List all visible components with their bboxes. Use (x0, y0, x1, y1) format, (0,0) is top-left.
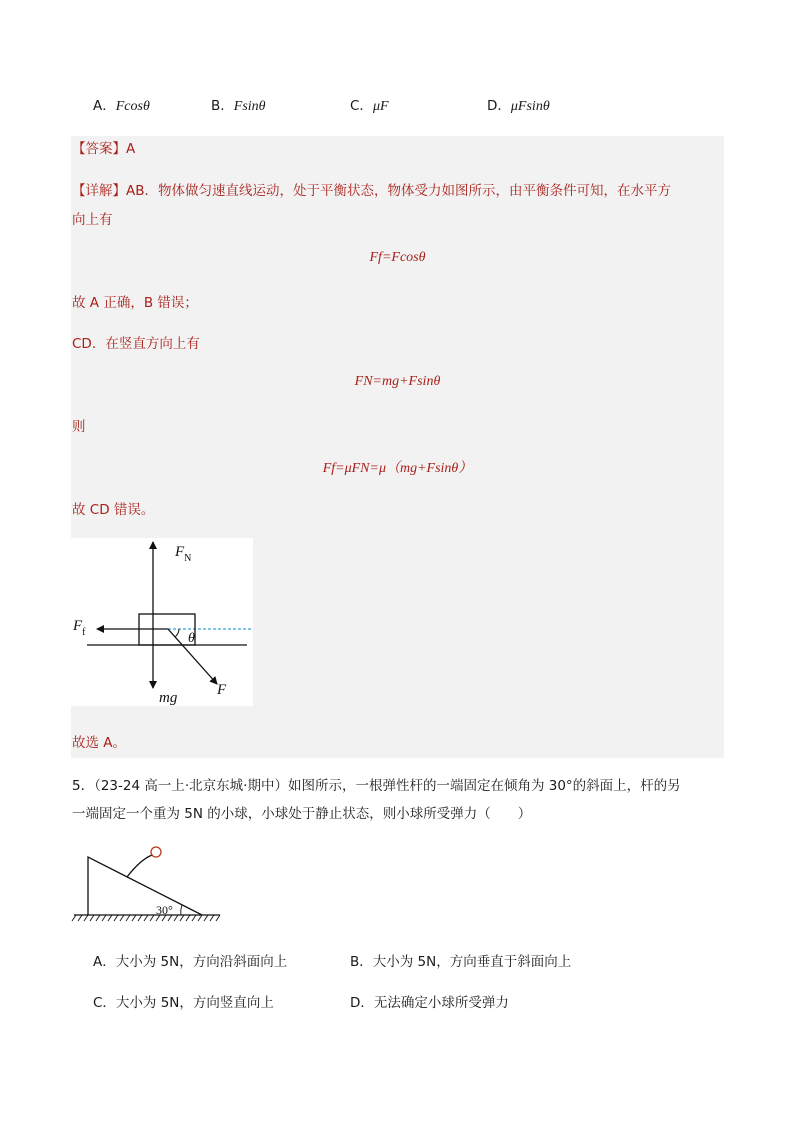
option-b[interactable]: B．Fsinθ (211, 98, 266, 114)
incline-diagram (70, 840, 225, 925)
detail-line-2: 向上有 (72, 212, 113, 228)
cd-intro: CD．在竖直方向上有 (72, 336, 200, 352)
option-a[interactable]: A．Fcosθ (93, 98, 150, 114)
fn-label: $F_N$ (175, 544, 192, 564)
answer-line: 【答案】A (72, 141, 136, 157)
equation-1: Ff=Fcosθ (369, 250, 426, 265)
ff-label: $F_f$ (73, 618, 86, 638)
ground-hatch (72, 915, 220, 921)
q5-line-1: 5．（23-24 高一上·北京东城·期中）如图所示，一根弹性杆的一端固定在倾角为 30°的斜面上，杆的另 (72, 778, 681, 794)
angle-label: 30° (156, 903, 173, 917)
angle-arc (181, 905, 182, 915)
option-d-formula: μFsinθ (510, 99, 550, 114)
incline-triangle (88, 857, 202, 915)
then-line: 则 (72, 419, 86, 435)
theta-label: θ (188, 631, 195, 646)
elastic-rod (127, 855, 152, 877)
detail-line-1: 【详解】AB．物体做匀速直线运动，处于平衡状态，物体受力如图所示，由平衡条件可知，在水平方 (72, 183, 671, 199)
equation-3: Ff=μFN=μ（mg+Fsinθ） (322, 461, 473, 476)
q5-line-2: 一端固定一个重为 5N 的小球，小球处于静止状态，则小球所受弹力（ ） (72, 806, 532, 822)
f-label: F (217, 682, 227, 698)
q5-option-d[interactable]: D．无法确定小球所受弹力 (350, 995, 509, 1011)
q5-option-a[interactable]: A．大小为 5N，方向沿斜面向上 (93, 954, 288, 970)
option-d[interactable]: D．μFsinθ (487, 98, 550, 114)
option-c-formula: μF (372, 99, 389, 114)
q5-option-c[interactable]: C．大小为 5N，方向竖直向上 (93, 995, 274, 1011)
equation-2: FN=mg+Fsinθ (354, 374, 441, 389)
q5-option-b[interactable]: B．大小为 5N，方向垂直于斜面向上 (350, 954, 572, 970)
theta-arc (175, 629, 179, 637)
conclusion-2: 故 CD 错误。 (72, 502, 155, 518)
option-b-formula: Fsinθ (233, 99, 266, 114)
option-a-formula: Fcosθ (115, 99, 150, 114)
force-diagram (71, 538, 253, 706)
final-answer: 故选 A。 (72, 735, 127, 751)
ball (151, 847, 161, 857)
mg-label: mg (159, 690, 178, 706)
conclusion-1: 故 A 正确，B 错误； (72, 295, 198, 311)
option-c[interactable]: C．μF (350, 98, 389, 114)
